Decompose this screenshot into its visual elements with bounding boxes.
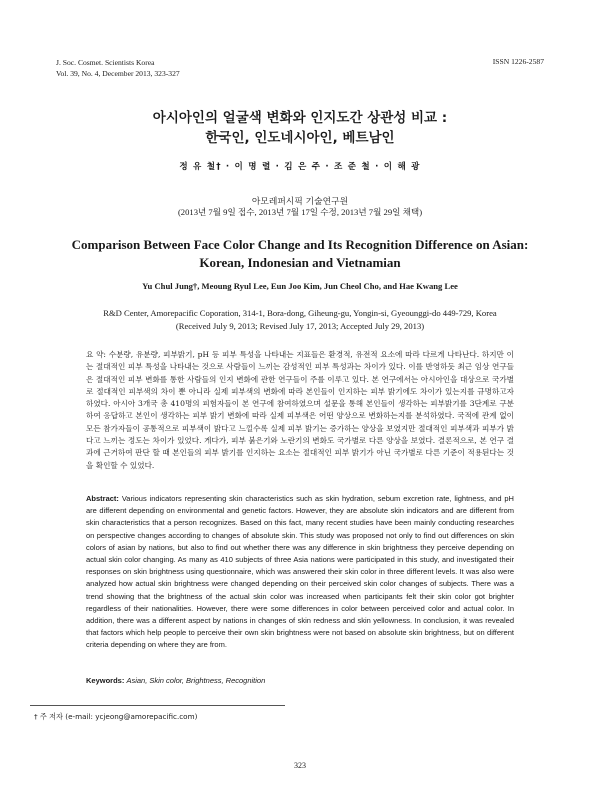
title-korean-line2: 한국인, 인도네시아인, 베트남인	[205, 130, 395, 146]
dates-english: (Received July 9, 2013; Revised July 17, 2013; Accepted July 29, 2013)	[175, 321, 425, 331]
abstract-korean	[86, 349, 514, 472]
abstract-korean-label: 요 약:	[86, 350, 106, 359]
footnote-corresponding-author: † 주 저자 (e-mail: ycjeong@amorepacific.com)	[34, 712, 198, 721]
affiliation-english: R&D Center, Amorepacific Coporation, 314-1, Bora-dong, Giheung-gu, Yongin-si, Gyeounggi-do 449-729, Korea	[103, 308, 497, 318]
keywords-text: Asian, Skin color, Brightness, Recognition	[126, 676, 266, 685]
keywords	[86, 676, 265, 685]
title-korean-line1: 아시아인의 얼굴색 변화와 인지도간 상관성 비교 :	[152, 110, 448, 126]
authors-english: Yu Chul Jung†, Meoung Ryul Lee, Eun Joo Kim, Jun Cheol Cho, and Hae Kwang Lee	[142, 281, 458, 291]
title-english-line1: Comparison Between Face Color Change and Its Recognition Difference on Asian:	[71, 237, 529, 252]
title-english	[60, 236, 540, 272]
title-korean	[0, 108, 600, 148]
journal-header	[56, 57, 180, 79]
footnote-divider	[30, 705, 285, 706]
journal-volume: Vol. 39, No. 4, December 2013, 323-327	[56, 69, 180, 78]
affiliation-english-block	[56, 307, 544, 333]
abstract-korean-text: 수분량, 유분량, 피부밝기, pH 등 피부 특성을 나타내는 지표들은 환경적, 유전적 요소에 따라 다르게 나타난다. 하지만 이는 절대적인 피부 특성을 나타내는 것으로 사람들이 느끼는 감성적인 피부 특성과는 차이가 있다. 이를 반영하듯 최근 임상 연구들은 절대적인 피부 변화를 통한 사람들의 인지 변화에 관한 연구들이 주를 이루고 있다. 본 연구에서는 아시아인을 대상으로 국가별로 절대적인 피부색의 차이 뿐 아니라 실제 피부색의 변화에 따라 본인들이 인지하는 피부 밝기에도 차이가 있는지를 규명하고자 하였다. 아시아 3개국 총 410명의 피험자들이 본 연구에 참여하였으며 설문을 통해 본인들이 생각하는 피부밝기를 3단계로 구분하여 응답하고 본인이 생각하는 피부 밝기 변화에 따라 실제 피부색은 어떤 양상으로 변화하는지를 분석하였다. 국적에 관계 없이 모든 참가자들이 공통적으로 피부색이 밝다고 느낄수록 실제 피부 밝기는 증가하는 양상을 보였지만 절대적인 피부색과 피부가 밝다고 느끼는 정도는 차이가 있었다. 게다가, 피부 붉은기와 노란기의 변화도 국가별로 다른 양상을 보였다. 결론적으로, 본 연구 결과에 근거하여 판단 할 때 본인들의 피부 밝기를 인지하는 요소는 절대적인 피부 밝기가 아닌 국가별로 다른 기준이 적용된다는 것을 확인할 수 있었다.	[86, 350, 514, 470]
journal-name: J. Soc. Cosmet. Scientists Korea	[56, 58, 155, 67]
issn: ISSN 1226-2587	[492, 57, 544, 66]
abstract-english-text: Various indicators representing skin characteristics such as skin hydration, sebum excretion rate, lightness, and pH are different depending on environmental and genetic factors. However, they are absolute skin indicators and are different from skin characteristics that a person recognizes. Based on this fact, many recent studies have been mainly conducting researches on perspective changes according to changes of absolute skin. This study was proposed not only to find out differences on skin colors of asian by nations, but also to find out whether there was any difference in skin brightness they perceive depending on actual skin color changing. As many as 410 subjects of three Asia nations were participated in this study, and investigated their responses on skin brightness using questionnaire, which was answered their skin color in three different levels. It was also were analyzed how actual skin brightness were changed depending on their perceived skin color changes of subjects. There was a trend showing that the brightness of the actual skin color was increased when participants felt their skin color got brighter regardless of their nationalities. However, there were some differences in color between perceived color and actual color. In addition, there was a different aspect by nations in changes of skin redness and skin yellowness. In conclusion, it was revealed that factors which help people to perceive their own skin brightness were not based on absolute skin brightness, but on different criteria depending on where they are from.	[86, 494, 514, 650]
affiliation-korean: 아모레퍼시픽 기술연구원	[251, 197, 349, 207]
page-number: 323	[294, 761, 306, 770]
abstract-english-label: Abstract:	[86, 494, 119, 503]
keywords-label: Keywords:	[86, 676, 125, 685]
title-english-line2: Korean, Indonesian and Vietnamian	[199, 255, 401, 270]
dates-korean: (2013년 7월 9일 접수, 2013년 7월 17일 수정, 2013년 7월 29일 채택)	[177, 207, 423, 217]
authors-korean: 정 유 철† · 이 명 렬 · 김 은 주 · 조 준 철 · 이 해 광	[179, 162, 421, 172]
abstract-english	[86, 493, 514, 652]
